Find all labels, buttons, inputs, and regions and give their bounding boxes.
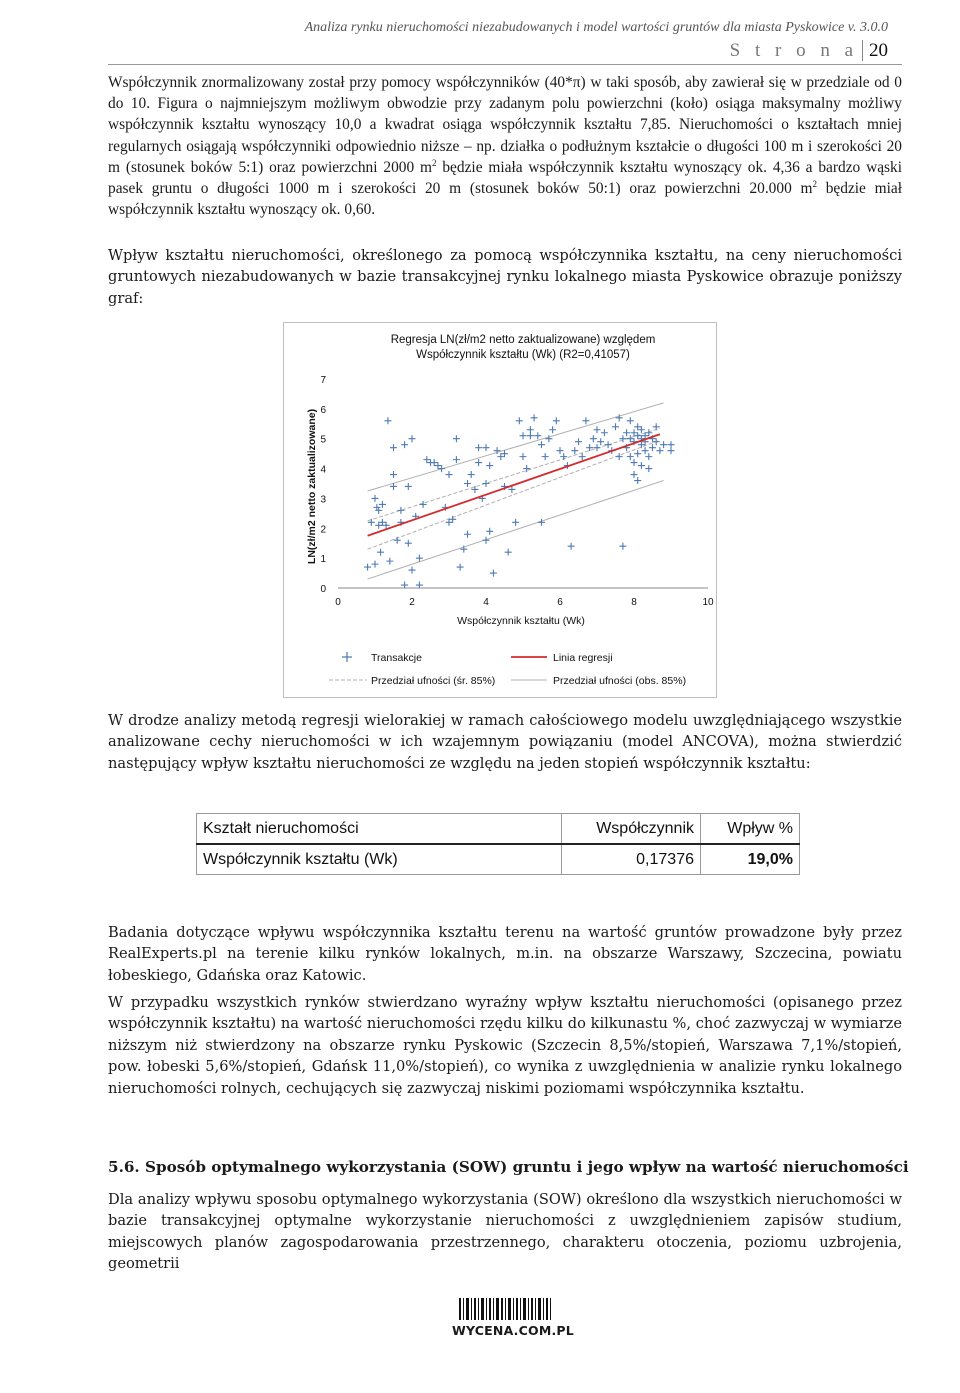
- data-point: [416, 582, 423, 589]
- regression-scatter-chart: [283, 322, 717, 698]
- sup-m2-b: 2: [812, 178, 817, 189]
- data-point: [668, 441, 675, 448]
- data-point: [594, 426, 601, 433]
- data-point: [582, 417, 589, 424]
- data-point: [364, 564, 371, 571]
- data-point: [384, 417, 391, 424]
- x-tick-label: 6: [557, 597, 563, 608]
- chart-subtitle: Współczynnik kształtu (Wk) (R2=0,41057): [416, 349, 630, 361]
- legend-label-transakcje: Transakcje: [371, 652, 422, 664]
- data-point: [390, 444, 397, 451]
- y-tick-label: 3: [320, 494, 326, 506]
- data-point: [579, 453, 586, 460]
- data-point: [386, 558, 393, 565]
- data-point: [409, 435, 416, 442]
- ci-mean-upper-line: [368, 428, 660, 521]
- y-axis-label: LN(zł/m2 netto zaktualizowane): [306, 408, 318, 565]
- data-point: [468, 471, 475, 478]
- data-point: [394, 537, 401, 544]
- x-axis-label: Współczynnik kształtu (Wk): [457, 615, 585, 627]
- data-point: [627, 453, 634, 460]
- data-point: [571, 447, 578, 454]
- table-cell-coefficient: 0,17376: [562, 844, 701, 875]
- x-tick-label: 10: [702, 597, 714, 608]
- data-point: [590, 435, 597, 442]
- y-tick-label: 2: [320, 524, 326, 536]
- running-header-title: Analiza rynku nieruchomości niezabudowanych i model wartości gruntów dla miasta Pyskowice v. 3.0.0: [304, 20, 888, 35]
- data-point: [601, 429, 608, 436]
- data-point: [446, 471, 453, 478]
- y-tick-label: 7: [320, 375, 326, 386]
- p1-text-c: będzie miała współczynnik kształtu wynoszący ok. 4,36 a bardzo wąski pasek gruntu o długości 1000 m i szerokości 20 m (stosunek boków 50:1) oraz powierzchni 20.000 m: [108, 158, 902, 198]
- data-point: [631, 459, 638, 466]
- table-header-influence: Wpływ %: [701, 814, 800, 845]
- data-point: [483, 537, 490, 544]
- data-point: [377, 549, 384, 556]
- p1-text-b: działka o podłużnym kształcie o długości 100 m i szerokości 20 m (stosunek boków 5:1) oraz powierzchni 2000 m: [108, 137, 902, 176]
- data-point: [483, 444, 490, 451]
- data-point: [409, 567, 416, 574]
- data-point: [520, 432, 527, 439]
- table-row: [197, 844, 800, 875]
- data-point: [405, 540, 412, 547]
- data-point: [527, 426, 534, 433]
- data-point: [549, 426, 556, 433]
- data-point: [542, 453, 549, 460]
- chart-title: Regresja LN(zł/m2 netto zaktualizowane) względem: [390, 334, 656, 346]
- data-point: [475, 444, 482, 451]
- data-point: [627, 417, 634, 424]
- data-point: [619, 543, 626, 550]
- data-point: [660, 441, 667, 448]
- data-point: [505, 549, 512, 556]
- table-cell-feature: Współczynnik kształtu (Wk): [197, 844, 562, 875]
- header-divider: [108, 64, 902, 65]
- y-tick-label: 4: [320, 464, 326, 476]
- data-point: [668, 447, 675, 454]
- footer-logo-text: WYCENA.COM.PL: [452, 1323, 574, 1338]
- data-point: [464, 480, 471, 487]
- x-tick-label: 2: [409, 597, 415, 608]
- data-point: [553, 417, 560, 424]
- data-point: [631, 471, 638, 478]
- data-point: [372, 561, 379, 568]
- data-point: [531, 414, 538, 421]
- data-point: [471, 486, 478, 493]
- legend-label-ci-mean: Przedział ufności (śr. 85%): [371, 675, 496, 687]
- data-point: [405, 483, 412, 490]
- data-point: [460, 546, 467, 553]
- y-tick-label: 5: [320, 434, 326, 446]
- data-point: [538, 441, 545, 448]
- p1-text-a: Współczynnik znormalizowany został przy pomocy współczynników (40*π) w taki sposób, aby zawierał się w przedziale od 0 do 10. Figura o najmniejszym możliwym obwodzie przy zadanym polu powierzchni (koło) osiąga maksymalny możliwy współczynnik kształtu wynoszący 10,0 a kwadrat osiąga współczynnik kształtu 7,85. Nieruchomości o kształtach mniej regularnych osiągają współczynniki odpowiednio niższe – np.: [108, 74, 902, 155]
- data-point: [634, 450, 641, 457]
- data-point: [453, 456, 460, 463]
- page-number: 20: [862, 40, 888, 61]
- data-point: [612, 423, 619, 430]
- data-point: [649, 444, 656, 451]
- x-tick-label: 4: [483, 597, 489, 608]
- page-word: S t r o n a: [729, 40, 858, 61]
- y-tick-label: 0: [320, 584, 326, 595]
- data-point: [483, 480, 490, 487]
- page-label: [0, 40, 888, 62]
- paragraph-markets: W przypadku wszystkich rynków stwierdzano wyraźny wpływ kształtu nieruchomości (opisanego przez współczynnik kształtu) na wartość nieruchomości rzędu kilku do kilkunastu %, choć zazwyczaj w wymiarze niższym niż stwierdzony na obszarze rynku Pyskowic (Szczecin 8,5%/stopień, Warszawa 7,1%/stopień, pow. łobeski 5,6%/stopień, Gdańsk 11,0%/stopień), co wynika z uwzględnienia w analizie rynku lokalnego nieruchomości rolnych, cechujących się zazwyczaj niskimi poziomami współczynnika kształtu.: [108, 994, 902, 1097]
- data-point: [390, 471, 397, 478]
- p1-text-d: będzie miał współczynnik kształtu wynoszący ok. 0,60.: [108, 180, 902, 219]
- data-point: [397, 507, 404, 514]
- data-point: [642, 447, 649, 454]
- data-point: [453, 435, 460, 442]
- data-point: [638, 462, 645, 469]
- data-point: [527, 432, 534, 439]
- data-point: [623, 429, 630, 436]
- x-tick-label: 8: [631, 597, 637, 608]
- influence-table: [196, 813, 800, 875]
- x-tick-label: 0: [335, 597, 341, 608]
- data-point: [560, 453, 567, 460]
- paragraph-ancova: W drodze analizy metodą regresji wielorakiej w ramach całościowego modelu uwzględniającego wszystkie analizowane cechy nieruchomości w ich wzajemnym powiązaniu (model ANCOVA), można stwierdzić następujący wpływ kształtu nieruchomości ze względu na jeden stopień współczynnik kształtu:: [108, 712, 902, 772]
- data-point: [634, 477, 641, 484]
- data-point: [457, 564, 464, 571]
- legend-marker-transakcje: [342, 652, 352, 662]
- table-header-coefficient: Współczynnik: [562, 814, 701, 845]
- data-point: [645, 465, 652, 472]
- section-heading: 5.6. Sposób optymalnego wykorzystania (SOW) gruntu i jego wpływ na wartość nieruchomości: [108, 1158, 909, 1176]
- data-point: [557, 447, 564, 454]
- data-point: [568, 543, 575, 550]
- y-tick-label: 6: [320, 404, 326, 416]
- data-point: [653, 423, 660, 430]
- y-tick-label: 1: [320, 554, 326, 566]
- data-point: [645, 453, 652, 460]
- table-header-row: [197, 814, 800, 845]
- data-point: [575, 438, 582, 445]
- regression-line: [368, 434, 660, 536]
- data-point: [490, 570, 497, 577]
- ci-obs-lower-line: [368, 481, 664, 580]
- data-point: [372, 495, 379, 502]
- paragraph-graph-intro: Wpływ kształtu nieruchomości, określonego za pomocą współczynnika kształtu, na ceny nieruchomości gruntowych niezabudowanych w bazie transakcyjnej rynku lokalnego miasta Pyskowice obrazuje poniższy graf:: [108, 247, 902, 307]
- paragraph-sow: Dla analizy wpływu sposobu optymalnego wykorzystania (SOW) określono dla wszystkich nieruchomości w bazie transakcyjnej optymalne wykorzystanie nieruchomości z uwzględnieniem zapisów studium, miejscowych planów zagospodarowania przestrzennego, charakteru otoczenia, poziomu uzbrojenia, geometrii: [108, 1191, 902, 1273]
- data-point: [401, 441, 408, 448]
- data-point: [605, 441, 612, 448]
- data-point: [486, 462, 493, 469]
- data-point: [534, 432, 541, 439]
- paragraph-shape-coefficient: [108, 72, 902, 220]
- sup-m2-a: 2: [432, 157, 437, 168]
- data-point: [594, 444, 601, 451]
- data-point: [516, 417, 523, 424]
- data-point: [475, 459, 482, 466]
- data-point: [512, 519, 519, 526]
- data-point: [464, 531, 471, 538]
- data-point: [597, 438, 604, 445]
- table-header-shape: Kształt nieruchomości: [197, 814, 562, 845]
- table-cell-influence: 19,0%: [701, 844, 800, 875]
- paragraph-research: Badania dotyczące wpływu współczynnika kształtu terenu na wartość gruntów prowadzone były przez RealExperts.pl na terenie kilku rynków lokalnych, m.in. na obszarze Warszawy, Szczecina, powiatu łobeskiego, Gdańska oraz Katowic.: [108, 924, 902, 984]
- data-point: [486, 528, 493, 535]
- data-point: [520, 453, 527, 460]
- data-point: [401, 582, 408, 589]
- data-point: [656, 447, 663, 454]
- legend-label-regression: Linia regresji: [553, 652, 613, 664]
- legend-label-ci-obs: Przedział ufności (obs. 85%): [553, 675, 687, 687]
- data-point: [368, 519, 375, 526]
